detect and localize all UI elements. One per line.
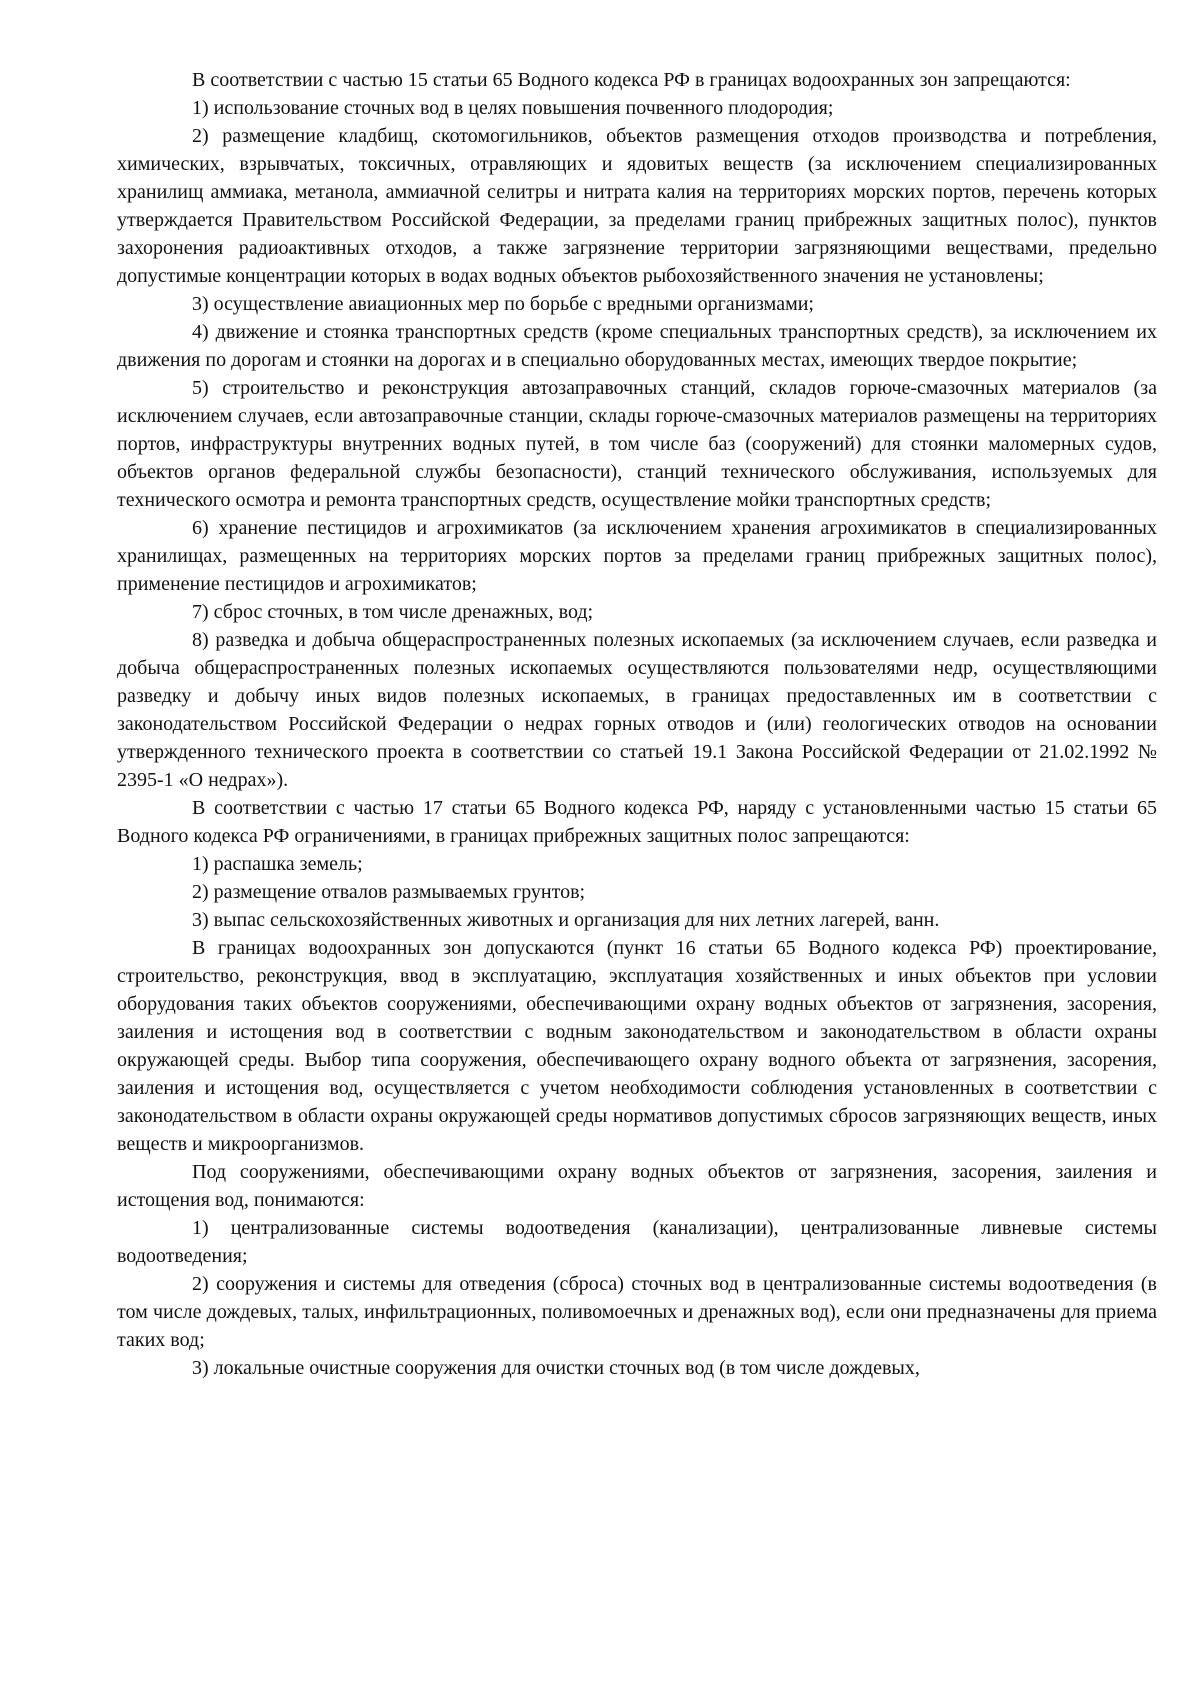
list-item-3: 3) локальные очистные сооружения для очистки сточных вод (в том числе дождевых,	[192, 1357, 920, 1379]
list-item-1: 1) использование сточных вод в целях повышения почвенного плодородия;	[192, 97, 834, 119]
list-item-3: 3) осуществление авиационных мер по борьбе с вредными организмами;	[192, 293, 814, 315]
list-item-7: 7) сброс сточных, в том числе дренажных, вод;	[192, 601, 594, 623]
list-item-8: 8) разведка и добыча общераспространенных полезных ископаемых (за исключением случаев, если разведка и добыча общераспространенных полезных ископаемых осуществляются пользователями недр, осуществляющими разведку и добычу иных видов полезных ископаемых, в границах предоставленных им в соответствии с законодательством Российской Федерации о недрах горных отводов и (или) геологических отводов на основании утвержденного технического проекта в соответствии со статьей 19.1 Закона Российской Федерации от 21.02.1992 № 2395-1 «О недрах»).	[117, 629, 1157, 791]
paragraph-permitted-activities: В границах водоохранных зон допускаются (пункт 16 статьи 65 Водного кодекса РФ) проектирование, строительство, реконструкция, ввод в эксплуатацию, эксплуатация хозяйственных и иных объектов при условии оборудования таких объектов сооружениями, обеспечивающими охрану водных объектов от загрязнения, засорения, заиления и истощения вод в соответствии с водным законодательством и законодательством в области охраны окружающей среды. Выбор типа сооружения, обеспечивающего охрану водного объекта от загрязнения, засорения, заиления и истощения вод, осуществляется с учетом необходимости соблюдения установленных в соответствии с законодательством в области охраны окружающей среды нормативов допустимых сбросов загрязняющих веществ, иных веществ и микроорганизмов.	[117, 937, 1157, 1155]
list-item-2: 2) размещение кладбищ, скотомогильников, объектов размещения отходов производства и потребления, химических, взрывчатых, токсичных, отравляющих и ядовитых веществ (за исключением специализированных хранилищ аммиака, метанола, аммиачной селитры и нитрата калия на территориях морских портов, перечень которых утверждается Правительством Российской Федерации, за пределами границ прибрежных защитных полос), пунктов захоронения радиоактивных отходов, а также загрязнение территории загрязняющими веществами, предельно допустимые концентрации которых в водах водных объектов рыбохозяйственного значения не установлены;	[117, 125, 1157, 287]
list-item-2: 2) размещение отвалов размываемых грунтов;	[192, 881, 586, 903]
list-item-6: 6) хранение пестицидов и агрохимикатов (за исключением хранения агрохимикатов в специализированных хранилищах, размещенных на территориях морских портов за пределами границ прибрежных защитных полос), применение пестицидов и агрохимикатов;	[117, 517, 1157, 595]
list-item-2: 2) сооружения и системы для отведения (сброса) сточных вод в централизованные системы водоотведения (в том числе дождевых, талых, инфильтрационных, поливомоечных и дренажных вод), если они предназначены для приема таких вод;	[117, 1273, 1157, 1351]
list-item-3: 3) выпас сельскохозяйственных животных и организация для них летних лагерей, ванн.	[192, 909, 940, 931]
paragraph-intro-part15: В соответствии с частью 15 статьи 65 Водного кодекса РФ в границах водоохранных зон запрещаются:	[192, 69, 1071, 91]
list-item-1: 1) распашка земель;	[192, 853, 363, 875]
document-page	[117, 66, 1157, 1382]
list-item-4: 4) движение и стоянка транспортных средств (кроме специальных транспортных средств), за исключением их движения по дорогам и стоянки на дорогах и в специально оборудованных местах, имеющих твердое покрытие;	[117, 321, 1157, 371]
paragraph-intro-part17: В соответствии с частью 17 статьи 65 Водного кодекса РФ, наряду с установленными частью 15 статьи 65 Водного кодекса РФ ограничениями, в границах прибрежных защитных полос запрещаются:	[117, 797, 1157, 847]
list-item-5: 5) строительство и реконструкция автозаправочных станций, складов горюче-смазочных материалов (за исключением случаев, если автозаправочные станции, склады горюче-смазочных материалов размещены на территориях портов, инфраструктуры внутренних водных путей, в том числе баз (сооружений) для стоянки маломерных судов, объектов органов федеральной службы безопасности), станций технического обслуживания, используемых для технического осмотра и ремонта транспортных средств, осуществление мойки транспортных средств;	[117, 377, 1157, 511]
paragraph-structures-definition: Под сооружениями, обеспечивающими охрану водных объектов от загрязнения, засорения, заиления и истощения вод, понимаются:	[117, 1161, 1157, 1211]
list-item-1: 1) централизованные системы водоотведения (канализации), централизованные ливневые системы водоотведения;	[117, 1217, 1157, 1267]
